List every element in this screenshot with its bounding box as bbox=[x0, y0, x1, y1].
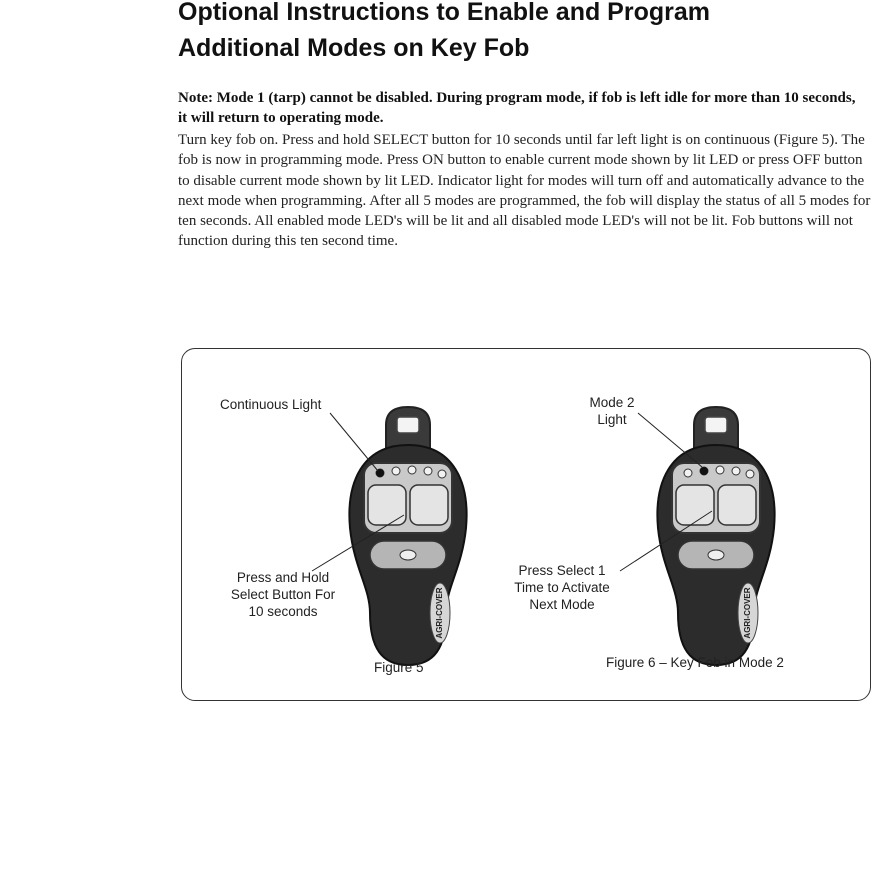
continuous-light-callout: Continuous Light bbox=[220, 397, 322, 412]
mode-2-light-callout: Mode 2 Light bbox=[589, 395, 635, 427]
mode-2-led-lit bbox=[700, 467, 708, 475]
program-mode-note: Note: Mode 1 (tarp) cannot be disabled. During program mode, if fob is left idle for more than 10 seconds, it will return to operating mode. bbox=[178, 90, 856, 126]
fob-figure-6 bbox=[657, 407, 774, 665]
figure-panel bbox=[181, 348, 871, 701]
programming-instructions: Turn key fob on. Press and hold SELECT button for 10 seconds until far left light is on continuous (Figure 5). The fob is now in programming mode. Press ON button to enable current mode shown by lit LED or press OFF button to disable current mode shown by lit LED. Indicator light for modes will turn off and automatically advance to the next mode when programming. After all 5 modes are programmed, the fob will display the status of all 5 modes for ten seconds. All enabled mode LED's will be lit and all disabled mode LED's will not be lit. Fob buttons will not function during this ten second time. bbox=[178, 132, 871, 250]
figure-6-caption: Figure 6 – Key Fob in Mode 2 bbox=[606, 655, 784, 670]
leader-continuous-light bbox=[330, 413, 378, 471]
press-select-callout: Press Select 1 Time to Activate Next Mode bbox=[514, 563, 610, 612]
figure-5-caption: Figure 5 bbox=[374, 660, 424, 675]
page-title bbox=[178, 0, 838, 66]
title-line-2: Additional Modes on Key Fob bbox=[178, 34, 530, 62]
title-line-1: Optional Instructions to Enable and Program bbox=[178, 0, 710, 26]
brand-badge-6: AGRI-COVER bbox=[743, 587, 753, 639]
fob-figure-5 bbox=[349, 407, 466, 665]
press-hold-callout: Press and Hold Select Button For 10 seconds bbox=[230, 570, 336, 619]
brand-badge-5: AGRI-COVER bbox=[435, 587, 445, 639]
